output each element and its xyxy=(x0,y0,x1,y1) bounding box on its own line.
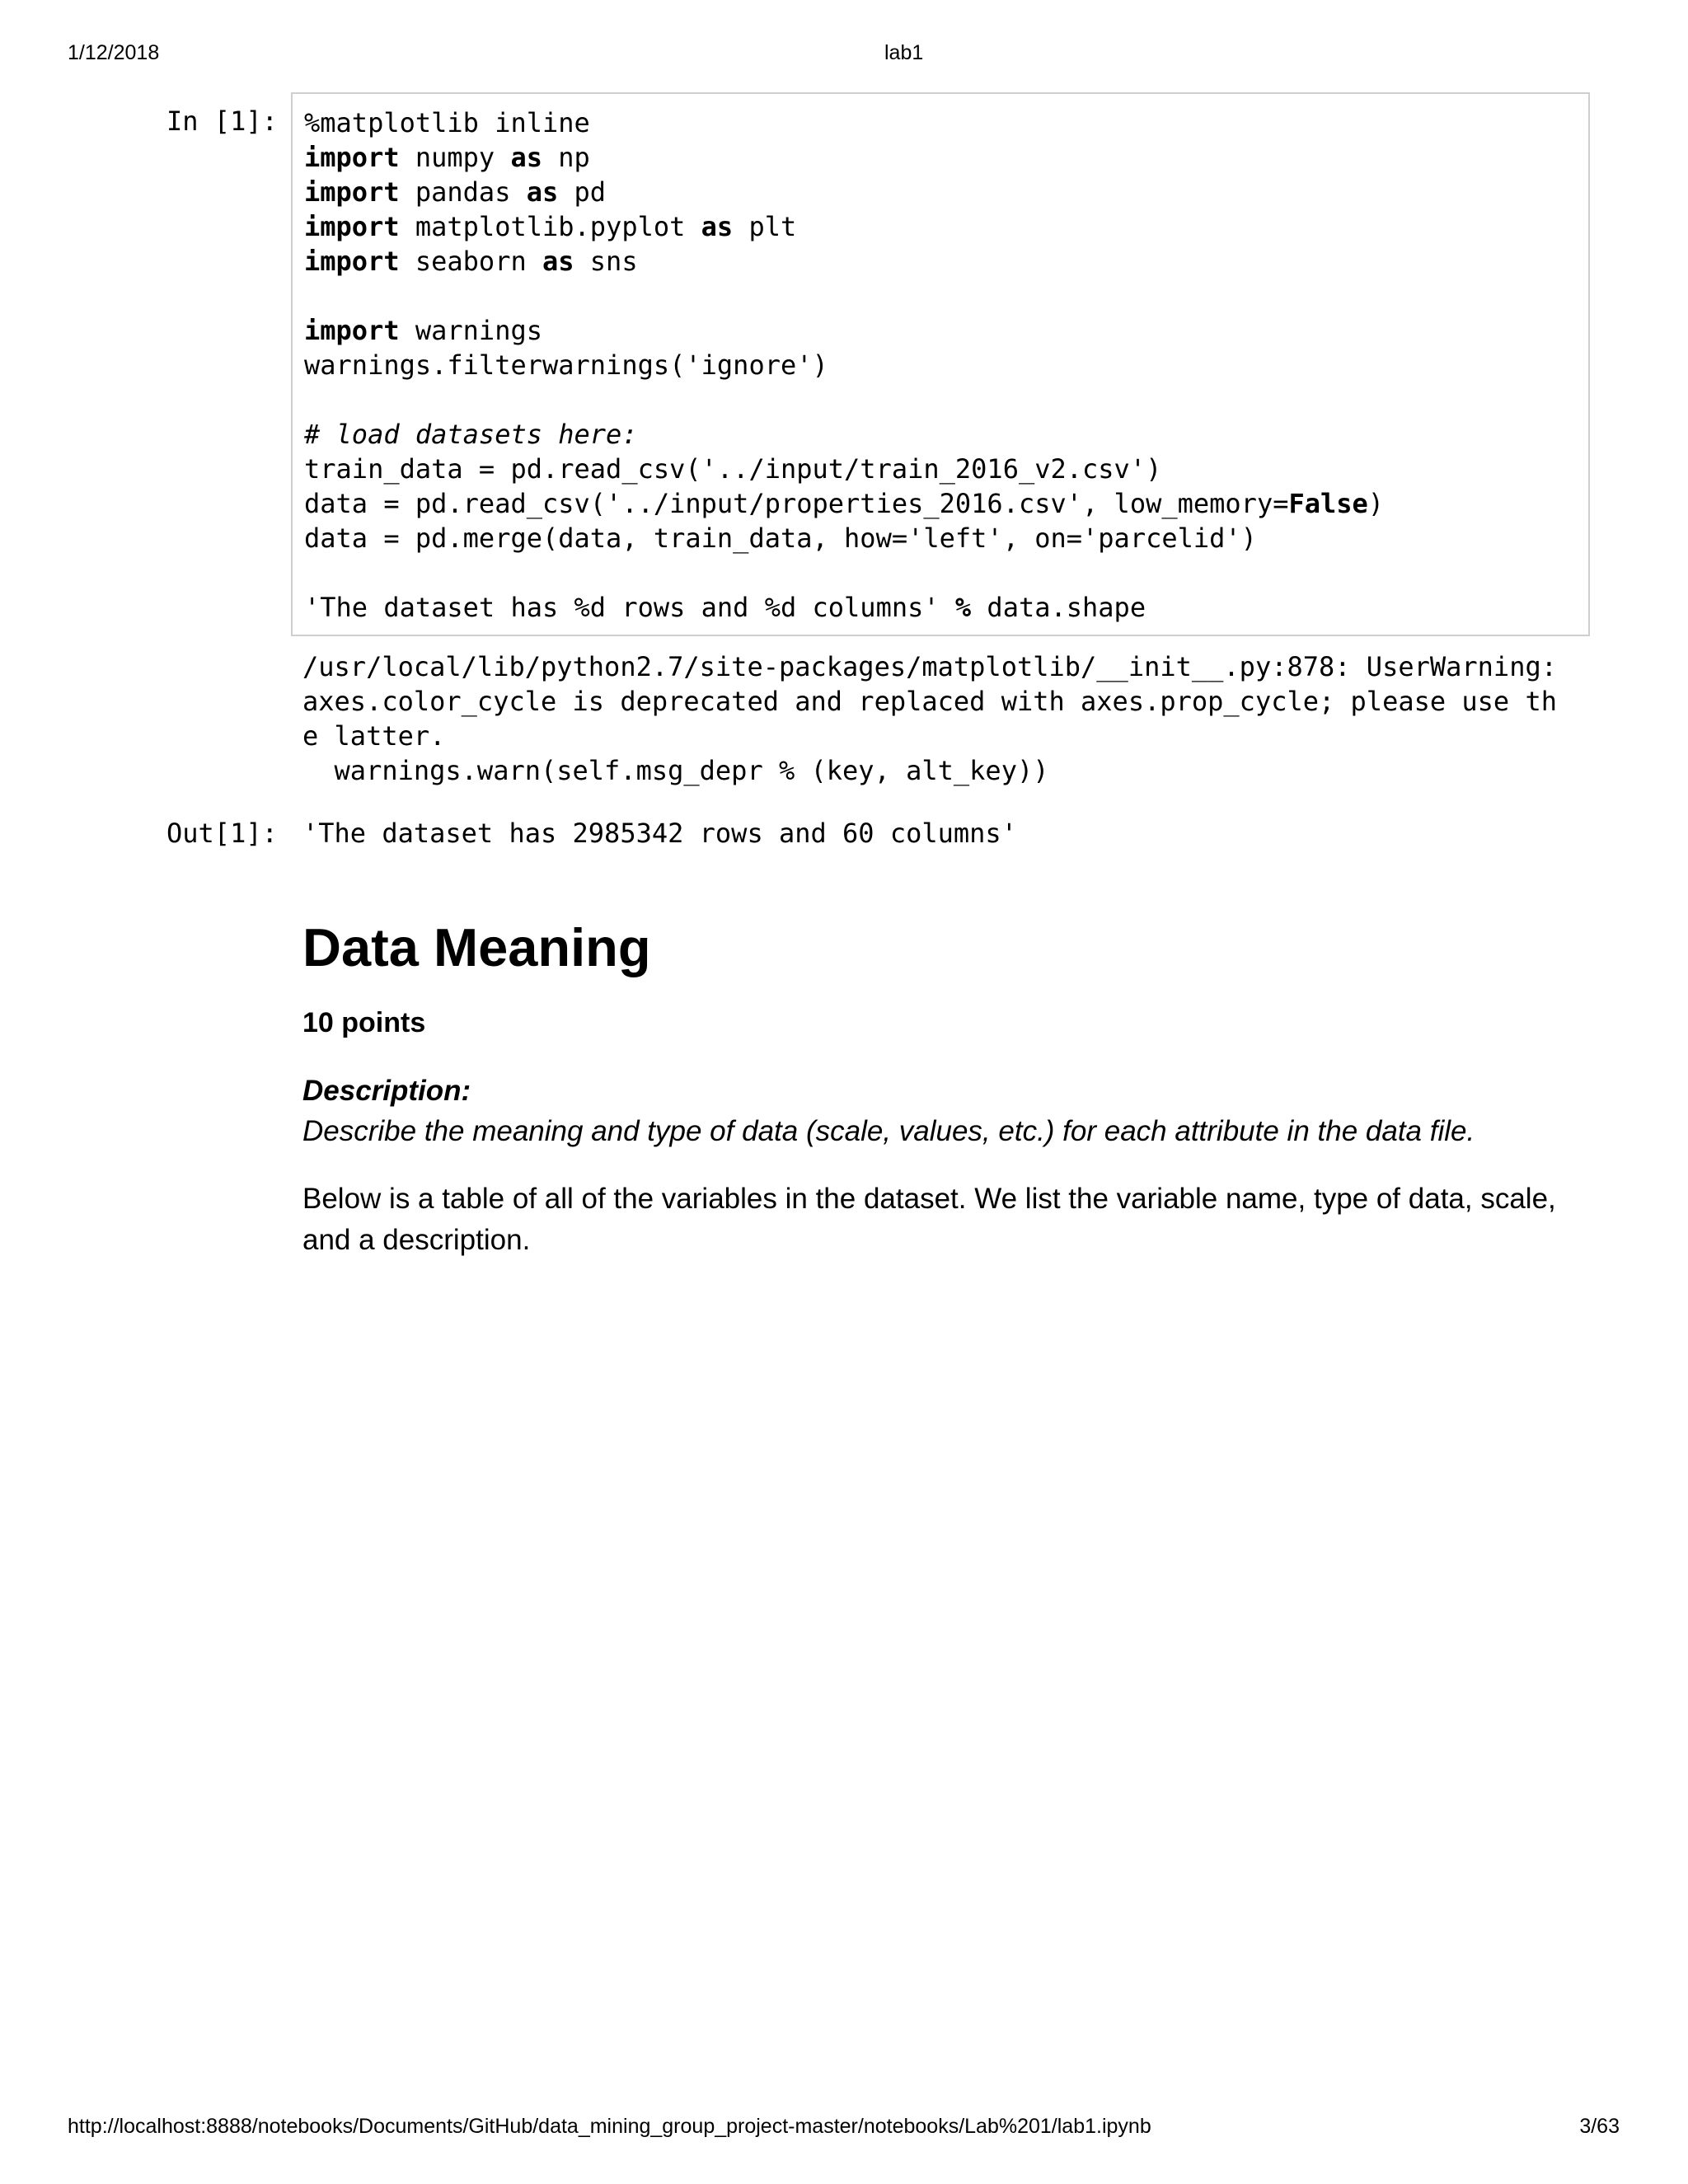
code-token: train_data = pd.read_csv('../input/train_2016_v2.csv') xyxy=(304,453,1162,485)
code-token: as xyxy=(542,246,574,277)
code-line xyxy=(304,452,1384,486)
page-url: http://localhost:8888/notebooks/Documents/GitHub/data_mining_group_project-master/notebooks/Lab%201/lab1.ipynb xyxy=(68,2115,1151,2138)
stderr-line: /usr/local/lib/python2.7/site-packages/matplotlib/__init__.py:878: UserWarning: xyxy=(302,651,1557,682)
code-token: as xyxy=(510,142,542,173)
output-prompt: Out[1]: xyxy=(166,818,278,849)
stderr-line: e latter. xyxy=(302,720,446,752)
code-line xyxy=(304,521,1384,555)
code-line xyxy=(304,486,1384,521)
cell-output: 'The dataset has 2985342 rows and 60 columns' xyxy=(302,818,1017,849)
code-token: numpy xyxy=(399,142,511,173)
code-token: pandas xyxy=(399,176,527,208)
code-line xyxy=(304,382,1384,417)
description-label: Description: xyxy=(302,1075,471,1107)
input-prompt: In [1]: xyxy=(166,105,278,137)
stderr-line: axes.color_cycle is deprecated and replaced with axes.prop_cycle; please use th xyxy=(302,686,1557,717)
stderr-output xyxy=(302,649,1557,788)
page-number: 3/63 xyxy=(1579,2115,1620,2138)
section-heading: Data Meaning xyxy=(302,917,651,977)
code-token: np xyxy=(542,142,590,173)
code-line xyxy=(304,105,1384,140)
code-token: seaborn xyxy=(399,246,542,277)
code-line xyxy=(304,140,1384,175)
code-line xyxy=(304,209,1384,244)
code-line xyxy=(304,417,1384,452)
code-token: ) xyxy=(1367,488,1385,519)
code-token: import xyxy=(304,176,400,208)
code-line xyxy=(304,590,1384,625)
code-line xyxy=(304,279,1384,313)
code-block xyxy=(304,105,1384,625)
code-token: import xyxy=(304,315,400,346)
code-cell-input[interactable] xyxy=(291,92,1590,636)
print-header xyxy=(0,41,1688,69)
intro-paragraph: Below is a table of all of the variables in the dataset. We list the variable name, type of data, scale, and a description. xyxy=(302,1183,1556,1256)
code-token: import xyxy=(304,211,400,242)
print-title: lab1 xyxy=(884,41,924,64)
description-text: Describe the meaning and type of data (scale, values, etc.) for each attribute in the data file. xyxy=(302,1115,1475,1147)
code-token: 'The dataset has %d rows and %d columns' xyxy=(304,592,955,623)
code-token: False xyxy=(1288,488,1368,519)
code-token: as xyxy=(526,176,559,208)
code-token: warnings.filterwarnings('ignore') xyxy=(304,349,828,381)
code-token: pd xyxy=(558,176,607,208)
print-footer xyxy=(0,2115,1688,2143)
code-token: sns xyxy=(574,246,638,277)
code-token: matplotlib.pyplot xyxy=(399,211,701,242)
code-token: %matplotlib inline xyxy=(304,107,590,138)
print-date: 1/12/2018 xyxy=(68,41,160,64)
code-token: plt xyxy=(733,211,797,242)
code-token: import xyxy=(304,246,400,277)
code-token: as xyxy=(701,211,734,242)
code-token: data = pd.merge(data, train_data, how='left', on='parcelid') xyxy=(304,523,1257,554)
code-line xyxy=(304,244,1384,279)
code-token: warnings xyxy=(399,315,542,346)
code-line xyxy=(304,555,1384,590)
stderr-line: warnings.warn(self.msg_depr % (key, alt_key)) xyxy=(302,755,1049,786)
code-line xyxy=(304,348,1384,382)
code-token: data = pd.read_csv('../input/properties_2016.csv', low_memory= xyxy=(304,488,1289,519)
code-token: # load datasets here: xyxy=(304,419,638,450)
code-line xyxy=(304,313,1384,348)
points-label: 10 points xyxy=(302,1007,426,1038)
code-line xyxy=(304,175,1384,209)
code-token: % xyxy=(954,592,972,623)
markdown-cell xyxy=(302,915,1564,1261)
code-token: import xyxy=(304,142,400,173)
code-token: data.shape xyxy=(971,592,1146,623)
